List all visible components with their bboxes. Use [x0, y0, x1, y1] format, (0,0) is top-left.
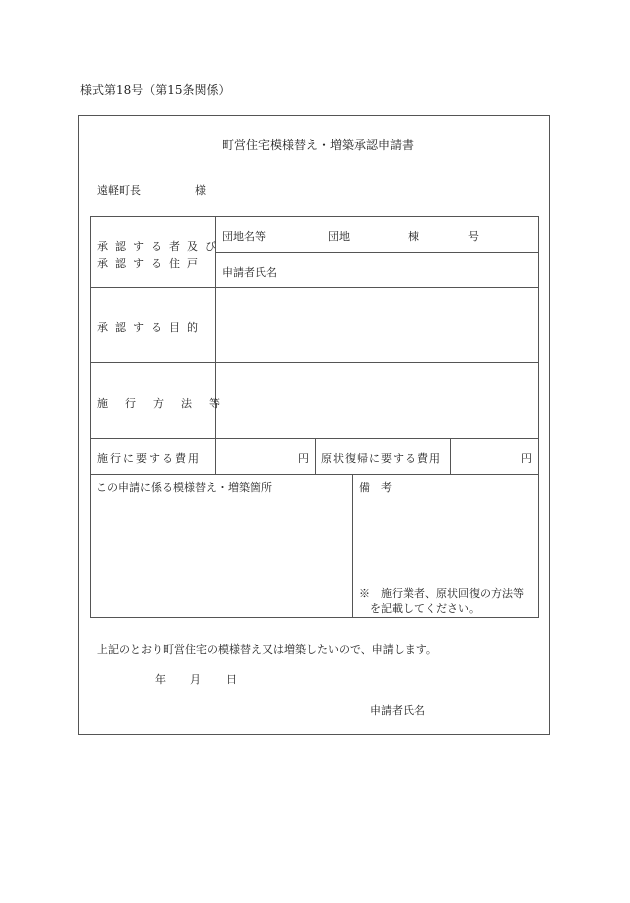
purpose-label: 承認する目的: [97, 321, 205, 334]
remarks-note-line2: を記載してください。: [370, 602, 480, 615]
remarks-note-line1: ※ 施行業者、原状回復の方法等: [359, 587, 524, 600]
form-number: 様式第18号（第15条関係）: [80, 83, 231, 97]
danchi-label: 団地名等: [222, 230, 266, 243]
date-year: 年: [155, 673, 166, 686]
cost-label: 施行に要する費用: [97, 452, 201, 465]
method-label: 施行方法等: [97, 397, 237, 410]
applicant-label-line2: 承認する住戸: [97, 257, 205, 270]
addressee-name: 遠軽町長: [97, 184, 141, 197]
date-month: 月: [190, 673, 201, 686]
declaration-text: 上記のとおり町営住宅の模様替え又は増築したいので、申請します。: [97, 643, 437, 656]
remarks-label: 備 考: [359, 481, 392, 494]
addressee-honorific: 様: [195, 184, 206, 197]
building-unit: 棟: [408, 230, 419, 243]
danchi-unit: 団地: [328, 230, 350, 243]
signature-label: 申請者氏名: [370, 704, 425, 717]
restore-cost-label: 原状復帰に要する費用: [321, 452, 441, 465]
applicant-name-label: 申請者氏名: [222, 266, 277, 279]
cost-unit: 円: [298, 452, 309, 465]
room-unit: 号: [468, 230, 479, 243]
form-title: 町営住宅模様替え・増築承認申請書: [222, 138, 415, 152]
date-day: 日: [226, 673, 237, 686]
restore-cost-unit: 円: [521, 452, 532, 465]
location-label: この申請に係る模様替え・増築箇所: [96, 481, 272, 494]
applicant-label-line1: 承認する者及び: [97, 240, 223, 253]
